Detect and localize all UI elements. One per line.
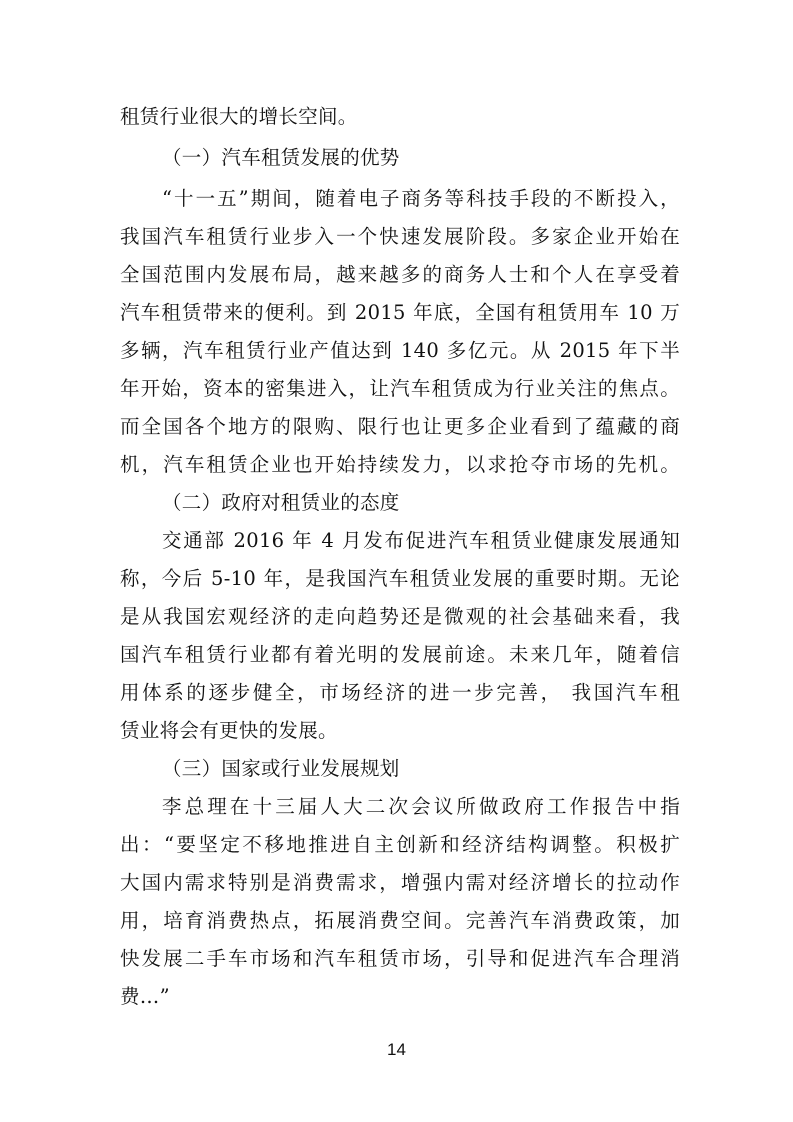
text-line: 用，培育消费热点，拓展消费空间。完善汽车消费政策，加 [120,909,680,932]
text-line: 称，今后 5-10 年，是我国汽车租赁业发展的重要时期。无论 [120,567,680,590]
text-line: 出：“要坚定不移地推进自主创新和经济结构调整。积极扩 [120,833,680,856]
text-line: 机，汽车租赁企业也开始持续发力，以求抢夺市场的先机。 [120,453,680,476]
text-line: 汽车租赁带来的便利。到 2015 年底，全国有租赁用车 10 万 [120,301,680,324]
text-line: 快发展二手车市场和汽车租赁市场，引导和促进汽车合理消 [120,947,680,970]
section-heading: （一）汽车租赁发展的优势 [162,146,400,169]
section-heading: （二）政府对租赁业的态度 [162,491,400,514]
text-line: 全国范围内发展布局，越来越多的商务人士和个人在享受着 [120,263,680,286]
text-line: 是从我国宏观经济的走向趋势还是微观的社会基础来看，我 [120,605,680,628]
text-line: 国汽车租赁行业都有着光明的发展前途。未来几年，随着信 [120,643,680,666]
text-line: 李总理在十三届人大二次会议所做政府工作报告中指 [162,795,680,818]
text-line: 我国汽车租赁行业步入一个快速发展阶段。多家企业开始在 [120,225,680,248]
text-line: 交通部 2016 年 4 月发布促进汽车租赁业健康发展通知 [162,529,680,552]
text-line: 大国内需求特别是消费需求，增强内需对经济增长的拉动作 [120,871,680,894]
text-line: 租赁行业很大的增长空间。 [120,105,358,128]
section-heading: （三）国家或行业发展规划 [162,757,400,780]
text-line: 年开始，资本的密集进入，让汽车租赁成为行业关注的焦点。 [120,377,680,400]
text-line: 用体系的逐步健全，市场经济的进一步完善， 我国汽车租 [120,681,680,704]
page-number: 14 [387,1040,406,1059]
text-line: 赁业将会有更快的发展。 [120,719,338,742]
text-line: “十一五”期间，随着电子商务等科技手段的不断投入， [162,187,680,210]
text-line: 而全国各个地方的限购、限行也让更多企业看到了蕴藏的商 [120,415,680,438]
text-line: 多辆，汽车租赁行业产值达到 140 多亿元。从 2015 年下半 [120,339,680,362]
text-line: 费…” [120,985,170,1008]
